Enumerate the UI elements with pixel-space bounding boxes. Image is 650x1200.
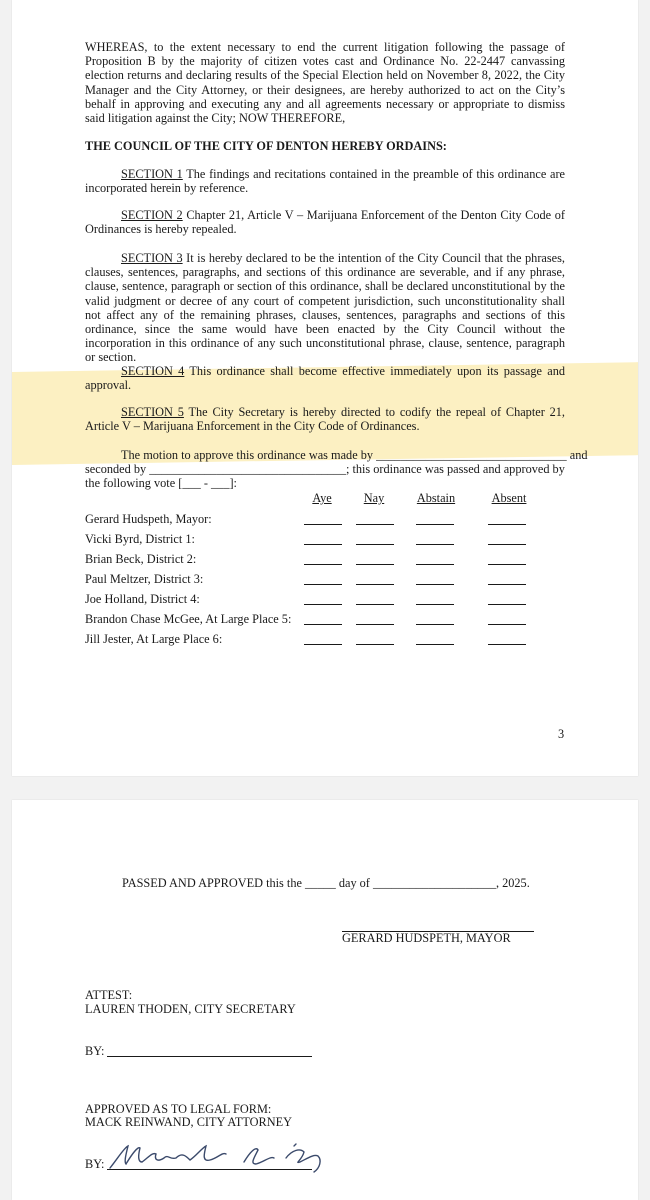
section-4-label: SECTION 4 [121,364,185,378]
vote-blank-abstain [416,544,454,545]
vote-blank-aye [304,564,342,565]
vote-blank-aye [304,624,342,625]
member-district-2: Brian Beck, District 2: [85,552,197,566]
vote-header-abstain: Abstain [416,491,456,505]
passed-approved-line: PASSED AND APPROVED this the _____ day of ____________________, 2025. [122,876,530,890]
vote-blank-aye [304,584,342,585]
ordains-heading: THE COUNCIL OF THE CITY OF DENTON HEREBY ORDAINS: [85,139,447,153]
vote-blank-aye [304,524,342,525]
section-2-text: Chapter 21, Article V – Marijuana Enforcement of the Denton City Code of Ordinances is hereby repealed. [85,208,565,237]
city-secretary: LAUREN THODEN, CITY SECRETARY [85,1002,296,1016]
page-number: 3 [558,727,565,741]
vote-blank-abstain [416,624,454,625]
section-4 [85,364,565,392]
vote-blank-absent [488,544,526,545]
vote-blank-nay [356,564,394,565]
section-5 [85,405,565,433]
attorney-signature [104,1138,334,1178]
vote-blank-abstain [416,644,454,645]
legal-form-label: APPROVED AS TO LEGAL FORM: [85,1102,272,1116]
mayor-name: GERARD HUDSPETH, MAYOR [342,931,511,945]
section-5-label: SECTION 5 [121,405,184,419]
section-1-text: The findings and recitations contained in the preamble of this ordinance are incorporated herein by reference. [85,167,565,196]
vote-blank-nay [356,644,394,645]
vote-blank-absent [488,564,526,565]
document-page-3 [12,0,638,776]
motion-line-1: The motion to approve this ordinance was made by _______________________________ and [121,448,588,462]
vote-blank-abstain [416,524,454,525]
vote-blank-aye [304,604,342,605]
vote-blank-absent [488,624,526,625]
vote-header-aye: Aye [312,491,332,505]
vote-blank-absent [488,584,526,585]
vote-blank-absent [488,644,526,645]
vote-blank-nay [356,544,394,545]
vote-blank-abstain [416,584,454,585]
member-district-4: Joe Holland, District 4: [85,592,200,606]
vote-header-absent: Absent [491,491,527,505]
motion-line-2: seconded by ________________________________; this ordinance was passed and approved by [85,462,565,476]
section-3-label: SECTION 3 [121,251,183,265]
motion-line-3: the following vote [___ - ___]: [85,476,237,490]
vote-blank-aye [304,644,342,645]
secretary-by-label: BY: [85,1044,105,1058]
whereas-paragraph: WHEREAS, to the extent necessary to end the current litigation following the passage of Proposition B by the majority of citizen votes cast and Ordinance No. 22-2447 canvassing election returns and declaring results of the Special Election held on November 8, 2022, the City Manager and the City Attorney, or their designees, are hereby authorized to act on the City’s behalf in approving and executing any and all agreements necessary or appropriate to dismiss said litigation against the City; NOW THEREFORE, [85,40,565,126]
section-1 [85,167,565,195]
vote-blank-nay [356,584,394,585]
member-district-1: Vicki Byrd, District 1: [85,532,195,546]
section-1-label: SECTION 1 [121,167,183,181]
section-4-text: This ordinance shall become effective immediately upon its passage and approval. [85,364,565,393]
section-2-label: SECTION 2 [121,208,183,222]
vote-blank-absent [488,524,526,525]
vote-blank-nay [356,524,394,525]
member-district-3: Paul Meltzer, District 3: [85,572,204,586]
attorney-by-label: BY: [85,1157,105,1171]
vote-blank-abstain [416,564,454,565]
attest-label: ATTEST: [85,988,133,1002]
section-2 [85,208,565,236]
secretary-signature-line [107,1056,312,1057]
vote-blank-nay [356,604,394,605]
city-attorney: MACK REINWAND, CITY ATTORNEY [85,1115,292,1129]
section-3-text: It is hereby declared to be the intention of the City Council that the phrases, clauses, sentences, paragraphs, and sections of this ordinance are severable, and if any phrase, clause, sentence, paragraph or section of this ordinance, shall be declared unconstitutional by the valid judgment or decree of any court of competent jurisdiction, such unconstitutionality shall not affect any of the remaining phrases, clauses, sentences, paragraphs and sections of this ordinance, since the same would have been enacted by the City Council without the incorporation in this ordinance of any such unconstitutional phrase, clause, sentence, paragraph or section. [85,251,565,365]
member-place-6: Jill Jester, At Large Place 6: [85,632,223,646]
section-3 [85,251,565,365]
member-mayor: Gerard Hudspeth, Mayor: [85,512,212,526]
vote-blank-nay [356,624,394,625]
vote-blank-abstain [416,604,454,605]
document-page-4 [12,800,638,1200]
member-place-5: Brandon Chase McGee, At Large Place 5: [85,612,292,626]
vote-blank-aye [304,544,342,545]
vote-header-nay: Nay [363,491,385,505]
section-5-text: The City Secretary is hereby directed to codify the repeal of Chapter 21, Article V – Marijuana Enforcement in the City Code of Ordinances. [85,405,565,434]
vote-blank-absent [488,604,526,605]
